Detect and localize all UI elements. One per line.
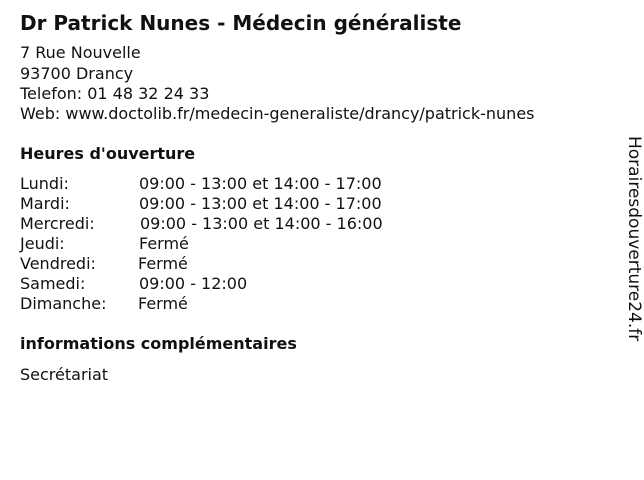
day-label: Samedi:: [20, 274, 86, 293]
phone-number: Telefon: 01 48 32 24 33: [20, 84, 210, 103]
page-title: Dr Patrick Nunes - Médecin généraliste: [20, 11, 462, 35]
day-hours: 09:00 - 12:00: [139, 274, 248, 293]
address-street: 7 Rue Nouvelle: [20, 43, 141, 62]
website-link: Web: www.doctolib.fr/medecin-generaliste/drancy/patrick-nunes: [20, 104, 535, 123]
opening-hours-heading: Heures d'ouverture: [20, 144, 196, 163]
additional-info-heading: informations complémentaires: [20, 334, 297, 353]
day-hours: 09:00 - 13:00 et 14:00 - 16:00: [140, 214, 383, 233]
address-city: 93700 Drancy: [20, 64, 134, 83]
day-hours: Fermé: [138, 254, 188, 273]
day-hours: Fermé: [138, 294, 188, 313]
day-label: Vendredi:: [20, 254, 96, 273]
day-label: Mercredi:: [20, 214, 95, 233]
additional-info-text: Secrétariat: [20, 365, 109, 384]
day-label: Lundi:: [20, 174, 69, 193]
day-label: Mardi:: [20, 194, 70, 213]
day-label: Jeudi:: [20, 234, 65, 253]
site-watermark: Horairesdouverture24.fr: [624, 136, 644, 342]
day-hours: 09:00 - 13:00 et 14:00 - 17:00: [139, 174, 382, 193]
day-hours: 09:00 - 13:00 et 14:00 - 17:00: [139, 194, 382, 213]
day-hours: Fermé: [139, 234, 189, 253]
day-label: Dimanche:: [20, 294, 107, 313]
